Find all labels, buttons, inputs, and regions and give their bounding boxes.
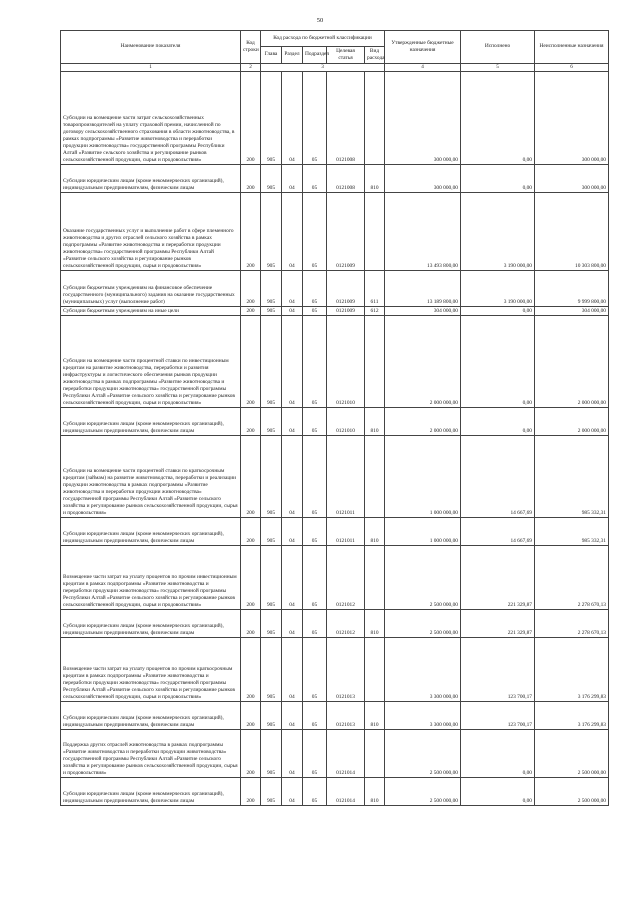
- row-unexecuted: 300 000,00: [535, 165, 609, 193]
- row-unexecuted: 3 176 299,83: [535, 702, 609, 730]
- header-unexecuted: Неисполненные назначения: [535, 31, 609, 64]
- row-razdel: 04: [282, 546, 303, 610]
- row-podrazdel: 05: [303, 638, 327, 702]
- row-approved: 2 500 000,00: [385, 546, 461, 610]
- row-target-article: 0121008: [327, 165, 365, 193]
- row-executed: 123 700,17: [461, 638, 535, 702]
- row-glava: 905: [261, 730, 282, 778]
- row-expense-type: 611: [365, 271, 385, 307]
- row-name: Субсидии бюджетным учреждениям на финансовое обеспечение государственного (муниципального) задания на оказание государственных (муниципальных) услуг (выполнение работ): [61, 271, 241, 307]
- row-executed: 14 667,69: [461, 518, 535, 546]
- row-executed: 123 700,17: [461, 702, 535, 730]
- row-glava: 905: [261, 546, 282, 610]
- row-expense-type: 810: [365, 408, 385, 436]
- row-razdel: 04: [282, 610, 303, 638]
- row-executed: 14 667,69: [461, 436, 535, 518]
- row-podrazdel: 05: [303, 436, 327, 518]
- row-expense-type: 810: [365, 702, 385, 730]
- header-classification: Код расхода по бюджетной классификации: [261, 31, 385, 47]
- col-number: 6: [535, 64, 609, 72]
- row-glava: 905: [261, 638, 282, 702]
- row-podrazdel: 05: [303, 610, 327, 638]
- table-row: [61, 316, 609, 408]
- row-target-article: 0121013: [327, 638, 365, 702]
- table-row: [61, 165, 609, 193]
- row-glava: 905: [261, 702, 282, 730]
- row-podrazdel: 05: [303, 316, 327, 408]
- row-glava: 905: [261, 193, 282, 271]
- table-row: [61, 193, 609, 271]
- row-expense-type: [365, 193, 385, 271]
- row-approved: 2 500 000,00: [385, 730, 461, 778]
- row-unexecuted: 2 500 000,00: [535, 778, 609, 806]
- header-razdel: Раздел: [282, 47, 303, 64]
- row-glava: 905: [261, 778, 282, 806]
- row-approved: 13 493 800,00: [385, 193, 461, 271]
- row-target-article: 0121010: [327, 408, 365, 436]
- row-glava: 905: [261, 72, 282, 165]
- row-unexecuted: 300 000,00: [535, 72, 609, 165]
- row-unexecuted: 2 278 670,13: [535, 610, 609, 638]
- row-expense-type: [365, 316, 385, 408]
- row-name: Субсидии на возмещение части затрат сельскохозяйственных товаропроизводителей на уплату страховой премии, начисленной по договору сельскохозяйственного страхования в области животноводства, в рамках подпрограммы «Развитие животноводства и переработки продукции животноводства» государственной программы Республики Алтай «Развитие сельского хозяйства и регулирование рынков сельскохозяйственной продукции, сырья и продовольствия»: [61, 72, 241, 165]
- header-name: Наименование показателя: [61, 31, 241, 64]
- row-target-article: 0121013: [327, 702, 365, 730]
- header-row-1: [61, 31, 609, 47]
- col-number: 3: [261, 64, 385, 72]
- row-executed: 221 329,87: [461, 610, 535, 638]
- row-expense-type: 612: [365, 307, 385, 316]
- row-target-article: 0121009: [327, 307, 365, 316]
- row-target-article: 0121011: [327, 518, 365, 546]
- row-unexecuted: 985 332,31: [535, 436, 609, 518]
- row-razdel: 04: [282, 408, 303, 436]
- table-row: [61, 271, 609, 307]
- row-code: 200: [241, 72, 261, 165]
- row-approved: 2 500 000,00: [385, 610, 461, 638]
- row-name: Поддержка других отраслей животноводства в рамках подпрограммы «Развитие животноводства и переработки продукции животноводства» государственной программы Республики Алтай «Развитие сельского хозяйства и регулирование рынков сельскохозяйственной продукции, сырья и продовольствия»: [61, 730, 241, 778]
- row-unexecuted: 2 278 670,13: [535, 546, 609, 610]
- row-target-article: 0121012: [327, 546, 365, 610]
- table-row: [61, 610, 609, 638]
- row-code: 200: [241, 518, 261, 546]
- row-name: Субсидии на возмещение части процентной ставки по инвестиционным кредитам на развитие животноводства, переработки и развития инфраструктуры и логистического обеспечения рынков продукции животноводства в рамках подпрограммы «Развитие животноводства и переработки продукции животноводства» государственной программы Республики Алтай «Развитие сельского хозяйства и регулирование рынков сельскохозяйственной продукции, сырья и продовольствия»: [61, 316, 241, 408]
- row-expense-type: 810: [365, 778, 385, 806]
- row-target-article: 0121009: [327, 193, 365, 271]
- row-razdel: 04: [282, 702, 303, 730]
- row-expense-type: 810: [365, 610, 385, 638]
- table-body: [61, 72, 609, 806]
- row-target-article: 0121014: [327, 778, 365, 806]
- row-executed: 0,00: [461, 307, 535, 316]
- row-code: 200: [241, 408, 261, 436]
- row-code: 200: [241, 730, 261, 778]
- row-unexecuted: 10 303 800,00: [535, 193, 609, 271]
- row-razdel: 04: [282, 316, 303, 408]
- row-executed: 0,00: [461, 730, 535, 778]
- row-name: Субсидии юридическим лицам (кроме некоммерческих организаций), индивидуальным предпринимателям, физическим лицам: [61, 778, 241, 806]
- row-razdel: 04: [282, 307, 303, 316]
- row-unexecuted: 985 332,31: [535, 518, 609, 546]
- row-executed: 0,00: [461, 72, 535, 165]
- row-executed: 0,00: [461, 778, 535, 806]
- table-row: [61, 436, 609, 518]
- budget-execution-table: [60, 30, 609, 806]
- row-expense-type: 810: [365, 518, 385, 546]
- row-executed: 3 190 000,00: [461, 271, 535, 307]
- row-podrazdel: 05: [303, 730, 327, 778]
- row-approved: 13 189 800,00: [385, 271, 461, 307]
- row-expense-type: [365, 546, 385, 610]
- row-name: Субсидии юридическим лицам (кроме некоммерческих организаций), индивидуальным предпринимателям, физическим лицам: [61, 610, 241, 638]
- header-expense-type: Вид расхода: [365, 47, 385, 64]
- table-row: [61, 307, 609, 316]
- row-expense-type: [365, 638, 385, 702]
- row-code: 200: [241, 638, 261, 702]
- table-row: [61, 518, 609, 546]
- row-podrazdel: 05: [303, 271, 327, 307]
- row-target-article: 0121008: [327, 72, 365, 165]
- row-executed: 3 190 000,00: [461, 193, 535, 271]
- header-glava: Глава: [261, 47, 282, 64]
- row-razdel: 04: [282, 271, 303, 307]
- row-code: 200: [241, 307, 261, 316]
- row-razdel: 04: [282, 518, 303, 546]
- row-glava: 905: [261, 165, 282, 193]
- col-number: 5: [461, 64, 535, 72]
- row-target-article: 0121012: [327, 610, 365, 638]
- row-glava: 905: [261, 408, 282, 436]
- row-unexecuted: 2 000 000,00: [535, 408, 609, 436]
- row-approved: 2 500 000,00: [385, 778, 461, 806]
- row-expense-type: [365, 72, 385, 165]
- row-code: 200: [241, 778, 261, 806]
- row-glava: 905: [261, 307, 282, 316]
- row-podrazdel: 05: [303, 546, 327, 610]
- row-unexecuted: 2 500 000,00: [535, 730, 609, 778]
- row-expense-type: 810: [365, 165, 385, 193]
- row-razdel: 04: [282, 436, 303, 518]
- row-code: 200: [241, 546, 261, 610]
- col-number: 2: [241, 64, 261, 72]
- table-row: [61, 702, 609, 730]
- row-podrazdel: 05: [303, 408, 327, 436]
- row-razdel: 04: [282, 730, 303, 778]
- row-target-article: 0121009: [327, 271, 365, 307]
- row-unexecuted: 2 000 000,00: [535, 316, 609, 408]
- row-code: 200: [241, 271, 261, 307]
- column-numbers-row: [61, 64, 609, 72]
- row-expense-type: [365, 436, 385, 518]
- table-row: [61, 546, 609, 610]
- row-name: Субсидии юридическим лицам (кроме некоммерческих организаций), индивидуальным предпринимателям, физическим лицам: [61, 702, 241, 730]
- row-target-article: 0121010: [327, 316, 365, 408]
- row-approved: 1 000 000,00: [385, 518, 461, 546]
- row-approved: 300 000,00: [385, 72, 461, 165]
- row-executed: 0,00: [461, 165, 535, 193]
- row-glava: 905: [261, 518, 282, 546]
- header-row-code: Код строки: [241, 31, 261, 64]
- row-razdel: 04: [282, 165, 303, 193]
- row-name: Субсидии юридическим лицам (кроме некоммерческих организаций), индивидуальным предпринимателям, физическим лицам: [61, 408, 241, 436]
- row-name: Субсидии юридическим лицам (кроме некоммерческих организаций), индивидуальным предпринимателям, физическим лицам: [61, 165, 241, 193]
- header-approved: Утвержденные бюджетные назначения: [385, 31, 461, 64]
- header-podrazdel: Подраздел: [303, 47, 327, 64]
- row-code: 200: [241, 165, 261, 193]
- row-glava: 905: [261, 436, 282, 518]
- row-podrazdel: 05: [303, 778, 327, 806]
- row-name: Субсидии бюджетным учреждениям на иные цели: [61, 307, 241, 316]
- row-code: 200: [241, 610, 261, 638]
- table-row: [61, 72, 609, 165]
- col-number: 1: [61, 64, 241, 72]
- row-code: 200: [241, 316, 261, 408]
- table-row: [61, 778, 609, 806]
- row-glava: 905: [261, 271, 282, 307]
- row-target-article: 0121011: [327, 436, 365, 518]
- row-podrazdel: 05: [303, 72, 327, 165]
- table-row: [61, 638, 609, 702]
- row-target-article: 0121014: [327, 730, 365, 778]
- row-executed: 0,00: [461, 316, 535, 408]
- row-approved: 2 000 000,00: [385, 408, 461, 436]
- row-podrazdel: 05: [303, 193, 327, 271]
- row-unexecuted: 3 176 299,83: [535, 638, 609, 702]
- row-razdel: 04: [282, 193, 303, 271]
- row-approved: 304 000,00: [385, 307, 461, 316]
- row-unexecuted: 304 000,00: [535, 307, 609, 316]
- row-name: Субсидии юридическим лицам (кроме некоммерческих организаций), индивидуальным предпринимателям, физическим лицам: [61, 518, 241, 546]
- header-executed: Исполнено: [461, 31, 535, 64]
- table-row: [61, 730, 609, 778]
- row-glava: 905: [261, 610, 282, 638]
- row-name: Субсидии на возмещение части процентной ставки по краткосрочным кредитам (займам) на развитие животноводства, переработки и реализации продукции животноводства в рамках подпрограммы «Развитие животноводства и переработки продукции животноводства» государственной программы Республики Алтай «Развитие сельского хозяйства и регулирование рынков сельскохозяйственной продукции, сырья и продовольствия»: [61, 436, 241, 518]
- row-code: 200: [241, 436, 261, 518]
- row-podrazdel: 05: [303, 165, 327, 193]
- row-executed: 0,00: [461, 408, 535, 436]
- row-approved: 3 300 000,00: [385, 702, 461, 730]
- row-glava: 905: [261, 316, 282, 408]
- row-expense-type: [365, 730, 385, 778]
- row-code: 200: [241, 193, 261, 271]
- row-razdel: 04: [282, 638, 303, 702]
- row-approved: 2 000 000,00: [385, 316, 461, 408]
- col-number: 4: [385, 64, 461, 72]
- row-razdel: 04: [282, 778, 303, 806]
- row-approved: 300 000,00: [385, 165, 461, 193]
- page-number: 50: [316, 17, 324, 24]
- row-razdel: 04: [282, 72, 303, 165]
- header-target: Целевая статья: [327, 47, 365, 64]
- table-row: [61, 408, 609, 436]
- row-name: Возмещение части затрат на уплату процентов по прочим краткосрочным кредитам в рамках подпрограммы «Развитие животноводства и переработки продукции животноводства» государственной программы Республики Алтай «Развитие сельского хозяйства и регулирование рынков сельскохозяйственной продукции, сырья и продовольствия»: [61, 638, 241, 702]
- row-code: 200: [241, 702, 261, 730]
- row-unexecuted: 9 999 800,00: [535, 271, 609, 307]
- row-podrazdel: 05: [303, 518, 327, 546]
- row-approved: 3 300 000,00: [385, 638, 461, 702]
- row-podrazdel: 05: [303, 702, 327, 730]
- row-name: Оказание государственных услуг и выполнение работ в сфере племенного животноводства и других отраслей сельского хозяйства в рамках подпрограммы «Развитие животноводства и переработки продукции животноводства» государственной программы Республики Алтай «Развитие сельского хозяйства и регулирование рынков сельскохозяйственной продукции, сырья и продовольствия»: [61, 193, 241, 271]
- row-executed: 221 329,87: [461, 546, 535, 610]
- row-name: Возмещение части затрат на уплату процентов по прочим инвестиционным кредитам в рамках подпрограммы «Развитие животноводства и переработки продукции животноводства» государственной программы Республики Алтай «Развитие сельского хозяйства и регулирование рынков сельскохозяйственной продукции, сырья и продовольствия»: [61, 546, 241, 610]
- row-podrazdel: 05: [303, 307, 327, 316]
- row-approved: 1 000 000,00: [385, 436, 461, 518]
